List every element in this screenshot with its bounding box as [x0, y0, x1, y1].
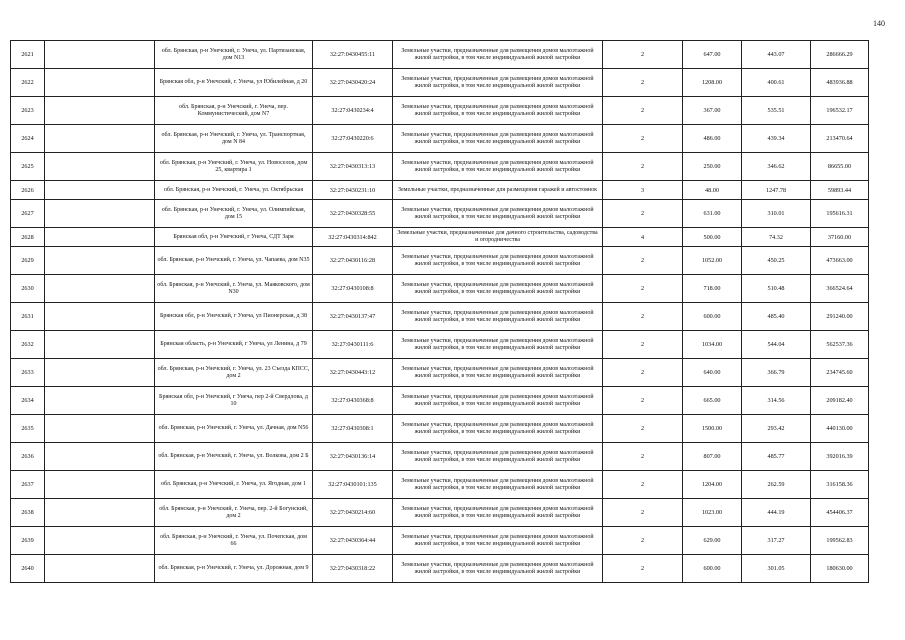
- area-cell: 500.00: [683, 228, 742, 247]
- row-number-cell: 2640: [11, 555, 45, 583]
- rate-cell: 346.62: [742, 153, 811, 181]
- table-row: [11, 181, 869, 200]
- blank-cell: [45, 387, 155, 415]
- area-cell: 1034.00: [683, 331, 742, 359]
- rate-cell: 262.59: [742, 471, 811, 499]
- cadastral-number-cell: 32:27:0430328:55: [313, 200, 393, 228]
- area-cell: 1208.00: [683, 69, 742, 97]
- blank-cell: [45, 331, 155, 359]
- group-cell: 2: [603, 471, 683, 499]
- cadastral-number-cell: 32:27:0430108:8: [313, 275, 393, 303]
- address-cell: обл. Брянская, р-н Унечский, г. Унеча, ул. Чапаева, дом N35: [155, 247, 313, 275]
- cadastral-value-cell: 483936.88: [811, 69, 869, 97]
- cadastral-number-cell: 32:27:0430137:47: [313, 303, 393, 331]
- rate-cell: 1247.78: [742, 181, 811, 200]
- area-cell: 631.00: [683, 200, 742, 228]
- cadastral-number-cell: 32:27:0430136:14: [313, 443, 393, 471]
- cadastral-value-cell: 195616.31: [811, 200, 869, 228]
- row-number-cell: 2631: [11, 303, 45, 331]
- group-cell: 2: [603, 443, 683, 471]
- area-cell: 486.00: [683, 125, 742, 153]
- cadastral-number-cell: 32:27:0430368:8: [313, 387, 393, 415]
- blank-cell: [45, 415, 155, 443]
- address-cell: обл. Брянская, р-н Унечский, г. Унеча, ул. Октябрьская: [155, 181, 313, 200]
- land-use-cell: Земельные участки, предназначенные для размещения домов малоэтажной жилой застройки, в том числе индивидуальной жилой застройки: [393, 125, 603, 153]
- address-cell: обл. Брянская, р-н Унечский, г. Унеча, ул. Партизанская, дом N13: [155, 41, 313, 69]
- area-cell: 640.00: [683, 359, 742, 387]
- land-use-cell: Земельные участки, предназначенные для размещения гаражей и автостоянок: [393, 181, 603, 200]
- row-number-cell: 2627: [11, 200, 45, 228]
- land-use-cell: Земельные участки, предназначенные для размещения домов малоэтажной жилой застройки, в том числе индивидуальной жилой застройки: [393, 97, 603, 125]
- cadastral-number-cell: 32:27:0430308:1: [313, 415, 393, 443]
- group-cell: 4: [603, 228, 683, 247]
- row-number-cell: 2639: [11, 527, 45, 555]
- group-cell: 2: [603, 499, 683, 527]
- land-use-cell: Земельные участки, предназначенные для размещения домов малоэтажной жилой застройки, в том числе индивидуальной жилой застройки: [393, 359, 603, 387]
- blank-cell: [45, 303, 155, 331]
- area-cell: 1500.00: [683, 415, 742, 443]
- cadastral-value-cell: 440130.00: [811, 415, 869, 443]
- cadastral-number-cell: 32:27:0430443:12: [313, 359, 393, 387]
- area-cell: 367.00: [683, 97, 742, 125]
- land-use-cell: Земельные участки, предназначенные для размещения домов малоэтажной жилой застройки, в том числе индивидуальной жилой застройки: [393, 69, 603, 97]
- cadastral-value-cell: 59893.44: [811, 181, 869, 200]
- cadastral-number-cell: 32:27:0430318:22: [313, 555, 393, 583]
- group-cell: 2: [603, 303, 683, 331]
- group-cell: 2: [603, 331, 683, 359]
- area-cell: 250.00: [683, 153, 742, 181]
- blank-cell: [45, 153, 155, 181]
- rate-cell: 74.32: [742, 228, 811, 247]
- land-use-cell: Земельные участки, предназначенные для размещения домов малоэтажной жилой застройки, в том числе индивидуальной жилой застройки: [393, 275, 603, 303]
- land-use-cell: Земельные участки, предназначенные для размещения домов малоэтажной жилой застройки, в том числе индивидуальной жилой застройки: [393, 527, 603, 555]
- blank-cell: [45, 275, 155, 303]
- cadastral-number-cell: 32:27:0430116:28: [313, 247, 393, 275]
- address-cell: обл. Брянская, р-н Унечский, г. Унеча, ул. Олимпийская, дом 15: [155, 200, 313, 228]
- land-use-cell: Земельные участки, предназначенные для размещения домов малоэтажной жилой застройки, в том числе индивидуальной жилой застройки: [393, 153, 603, 181]
- rate-cell: 485.77: [742, 443, 811, 471]
- rate-cell: 535.51: [742, 97, 811, 125]
- cadastral-value-cell: 199562.83: [811, 527, 869, 555]
- land-use-cell: Земельные участки, предназначенные для размещения домов малоэтажной жилой застройки, в том числе индивидуальной жилой застройки: [393, 331, 603, 359]
- table-row: [11, 228, 869, 247]
- cadastral-value-cell: 86655.00: [811, 153, 869, 181]
- cadastral-value-cell: 454406.37: [811, 499, 869, 527]
- table-row: [11, 275, 869, 303]
- address-cell: обл. Брянская, р-н Унечский, г. Унеча, ул. Дорожная, дом 9: [155, 555, 313, 583]
- land-valuation-table: [10, 40, 869, 583]
- row-number-cell: 2633: [11, 359, 45, 387]
- group-cell: 2: [603, 247, 683, 275]
- land-use-cell: Земельные участки, предназначенные для размещения домов малоэтажной жилой застройки, в том числе индивидуальной жилой застройки: [393, 41, 603, 69]
- address-cell: обл. Брянская, р-н Унечский, г. Унеча, пер. Коммунистический, дом N7: [155, 97, 313, 125]
- row-number-cell: 2626: [11, 181, 45, 200]
- group-cell: 2: [603, 125, 683, 153]
- area-cell: 718.00: [683, 275, 742, 303]
- table-row: [11, 499, 869, 527]
- rate-cell: 544.04: [742, 331, 811, 359]
- address-cell: обл. Брянская, р-н Унечский, г. Унеча, ул. Ягодная, дом 1: [155, 471, 313, 499]
- rate-cell: 450.25: [742, 247, 811, 275]
- area-cell: 665.00: [683, 387, 742, 415]
- area-cell: 1052.00: [683, 247, 742, 275]
- group-cell: 2: [603, 387, 683, 415]
- row-number-cell: 2621: [11, 41, 45, 69]
- address-cell: Брянская обл, р-н Унечский, г Унеча, пер 2-й Свердлова, д 10: [155, 387, 313, 415]
- area-cell: 48.00: [683, 181, 742, 200]
- row-number-cell: 2622: [11, 69, 45, 97]
- address-cell: обл. Брянская, р-н Унечский, г. Унеча, ул. Почепская, дом 66: [155, 527, 313, 555]
- address-cell: обл. Брянская, р-н Унечский, г. Унеча, ул. Транспортная, дом N 84: [155, 125, 313, 153]
- land-use-cell: Земельные участки, предназначенные для размещения домов малоэтажной жилой застройки, в том числе индивидуальной жилой застройки: [393, 387, 603, 415]
- land-use-cell: Земельные участки, предназначенные для размещения домов малоэтажной жилой застройки, в том числе индивидуальной жилой застройки: [393, 200, 603, 228]
- table-row: [11, 247, 869, 275]
- group-cell: 2: [603, 97, 683, 125]
- cadastral-value-cell: 37160.00: [811, 228, 869, 247]
- cadastral-value-cell: 234745.60: [811, 359, 869, 387]
- cadastral-number-cell: 32:27:0430220:6: [313, 125, 393, 153]
- cadastral-value-cell: 392016.39: [811, 443, 869, 471]
- row-number-cell: 2638: [11, 499, 45, 527]
- cadastral-number-cell: 32:27:0430364:44: [313, 527, 393, 555]
- land-use-cell: Земельные участки, предназначенные для размещения домов малоэтажной жилой застройки, в том числе индивидуальной жилой застройки: [393, 555, 603, 583]
- cadastral-number-cell: 32:27:0430111:6: [313, 331, 393, 359]
- address-cell: Брянская область, р-н Унечский, г Унеча, ул Ленина, д 79: [155, 331, 313, 359]
- table-row: [11, 153, 869, 181]
- table-row: [11, 97, 869, 125]
- page-number: 140: [873, 19, 885, 28]
- row-number-cell: 2632: [11, 331, 45, 359]
- blank-cell: [45, 471, 155, 499]
- land-use-cell: Земельные участки, предназначенные для размещения домов малоэтажной жилой застройки, в том числе индивидуальной жилой застройки: [393, 471, 603, 499]
- table-row: [11, 415, 869, 443]
- blank-cell: [45, 443, 155, 471]
- area-cell: 629.00: [683, 527, 742, 555]
- cadastral-value-cell: 213470.64: [811, 125, 869, 153]
- row-number-cell: 2637: [11, 471, 45, 499]
- group-cell: 2: [603, 415, 683, 443]
- area-cell: 647.00: [683, 41, 742, 69]
- blank-cell: [45, 499, 155, 527]
- rate-cell: 444.19: [742, 499, 811, 527]
- blank-cell: [45, 69, 155, 97]
- group-cell: 2: [603, 153, 683, 181]
- group-cell: 2: [603, 555, 683, 583]
- row-number-cell: 2629: [11, 247, 45, 275]
- address-cell: Брянская обл, р-н Унечский, г. Унеча, ул Юбилейная, д 20: [155, 69, 313, 97]
- blank-cell: [45, 527, 155, 555]
- area-cell: 1204.00: [683, 471, 742, 499]
- rate-cell: 293.42: [742, 415, 811, 443]
- table-row: [11, 471, 869, 499]
- row-number-cell: 2624: [11, 125, 45, 153]
- rate-cell: 510.48: [742, 275, 811, 303]
- rate-cell: 400.61: [742, 69, 811, 97]
- group-cell: 2: [603, 527, 683, 555]
- blank-cell: [45, 247, 155, 275]
- cadastral-value-cell: 196532.17: [811, 97, 869, 125]
- table-row: [11, 443, 869, 471]
- group-cell: 2: [603, 69, 683, 97]
- cadastral-value-cell: 209182.40: [811, 387, 869, 415]
- group-cell: 2: [603, 200, 683, 228]
- land-use-cell: Земельные участки, предназначенные для дачного строительства, садоводства и огородничества: [393, 228, 603, 247]
- address-cell: обл. Брянская, р-н Унечский, г. Унеча, ул. Волкова, дом 2 Б: [155, 443, 313, 471]
- table-row: [11, 527, 869, 555]
- cadastral-value-cell: 286666.29: [811, 41, 869, 69]
- group-cell: 3: [603, 181, 683, 200]
- group-cell: 2: [603, 359, 683, 387]
- land-use-cell: Земельные участки, предназначенные для размещения домов малоэтажной жилой застройки, в том числе индивидуальной жилой застройки: [393, 443, 603, 471]
- blank-cell: [45, 97, 155, 125]
- row-number-cell: 2634: [11, 387, 45, 415]
- blank-cell: [45, 555, 155, 583]
- blank-cell: [45, 41, 155, 69]
- blank-cell: [45, 125, 155, 153]
- cadastral-number-cell: 32:27:0430420:24: [313, 69, 393, 97]
- table-row: [11, 69, 869, 97]
- table-row: [11, 125, 869, 153]
- table-body: [11, 41, 869, 583]
- address-cell: обл. Брянская, р-н Унечский, г. Унеча, ул. Новоселов, дом 25, квартира 1: [155, 153, 313, 181]
- blank-cell: [45, 200, 155, 228]
- address-cell: обл. Брянская, р-н Унечский, г. Унеча, ул. 23 Съезда КПСС, дом 2: [155, 359, 313, 387]
- cadastral-number-cell: 32:27:0430313:13: [313, 153, 393, 181]
- land-use-cell: Земельные участки, предназначенные для размещения домов малоэтажной жилой застройки, в том числе индивидуальной жилой застройки: [393, 303, 603, 331]
- cadastral-value-cell: 291240.00: [811, 303, 869, 331]
- rate-cell: 485.40: [742, 303, 811, 331]
- cadastral-number-cell: 32:27:0430101:135: [313, 471, 393, 499]
- rate-cell: 301.05: [742, 555, 811, 583]
- land-use-cell: Земельные участки, предназначенные для размещения домов малоэтажной жилой застройки, в том числе индивидуальной жилой застройки: [393, 247, 603, 275]
- rate-cell: 443.07: [742, 41, 811, 69]
- cadastral-value-cell: 562537.36: [811, 331, 869, 359]
- cadastral-number-cell: 32:27:0430214:60: [313, 499, 393, 527]
- table-row: [11, 41, 869, 69]
- address-cell: обл. Брянская, р-н Унечский, г. Унеча, ул. Дачная, дом N56: [155, 415, 313, 443]
- cadastral-number-cell: 32:27:0430231:10: [313, 181, 393, 200]
- rate-cell: 310.01: [742, 200, 811, 228]
- table-row: [11, 303, 869, 331]
- area-cell: 600.00: [683, 303, 742, 331]
- cadastral-number-cell: 32:27:0430455:11: [313, 41, 393, 69]
- cadastral-value-cell: 473663.00: [811, 247, 869, 275]
- land-use-cell: Земельные участки, предназначенные для размещения домов малоэтажной жилой застройки, в том числе индивидуальной жилой застройки: [393, 499, 603, 527]
- row-number-cell: 2630: [11, 275, 45, 303]
- land-use-cell: Земельные участки, предназначенные для размещения домов малоэтажной жилой застройки, в том числе индивидуальной жилой застройки: [393, 415, 603, 443]
- address-cell: Брянская обл, р-н Унечский, г Унеча, ул Пионерская, д 38: [155, 303, 313, 331]
- row-number-cell: 2635: [11, 415, 45, 443]
- cadastral-value-cell: 180630.00: [811, 555, 869, 583]
- cadastral-value-cell: 316158.36: [811, 471, 869, 499]
- row-number-cell: 2625: [11, 153, 45, 181]
- rate-cell: 366.79: [742, 359, 811, 387]
- table-row: [11, 555, 869, 583]
- group-cell: 2: [603, 41, 683, 69]
- table-row: [11, 331, 869, 359]
- group-cell: 2: [603, 275, 683, 303]
- blank-cell: [45, 181, 155, 200]
- address-cell: обл. Брянская, р-н Унечский, г. Унеча, пер. 2-й Богунский, дом 2: [155, 499, 313, 527]
- cadastral-value-cell: 366524.64: [811, 275, 869, 303]
- address-cell: Брянская обл, р-н Унечский, г Унеча, СДТ Заря: [155, 228, 313, 247]
- rate-cell: 317.27: [742, 527, 811, 555]
- table-row: [11, 359, 869, 387]
- address-cell: обл. Брянская, р-н Унечский, г. Унеча, ул. Маяковского, дом N30: [155, 275, 313, 303]
- area-cell: 600.00: [683, 555, 742, 583]
- table-row: [11, 387, 869, 415]
- area-cell: 1023.00: [683, 499, 742, 527]
- cadastral-number-cell: 32:27:0430234:4: [313, 97, 393, 125]
- cadastral-number-cell: 32:27:0430314:842: [313, 228, 393, 247]
- row-number-cell: 2636: [11, 443, 45, 471]
- blank-cell: [45, 228, 155, 247]
- rate-cell: 439.34: [742, 125, 811, 153]
- area-cell: 807.00: [683, 443, 742, 471]
- blank-cell: [45, 359, 155, 387]
- table-row: [11, 200, 869, 228]
- row-number-cell: 2623: [11, 97, 45, 125]
- rate-cell: 314.56: [742, 387, 811, 415]
- row-number-cell: 2628: [11, 228, 45, 247]
